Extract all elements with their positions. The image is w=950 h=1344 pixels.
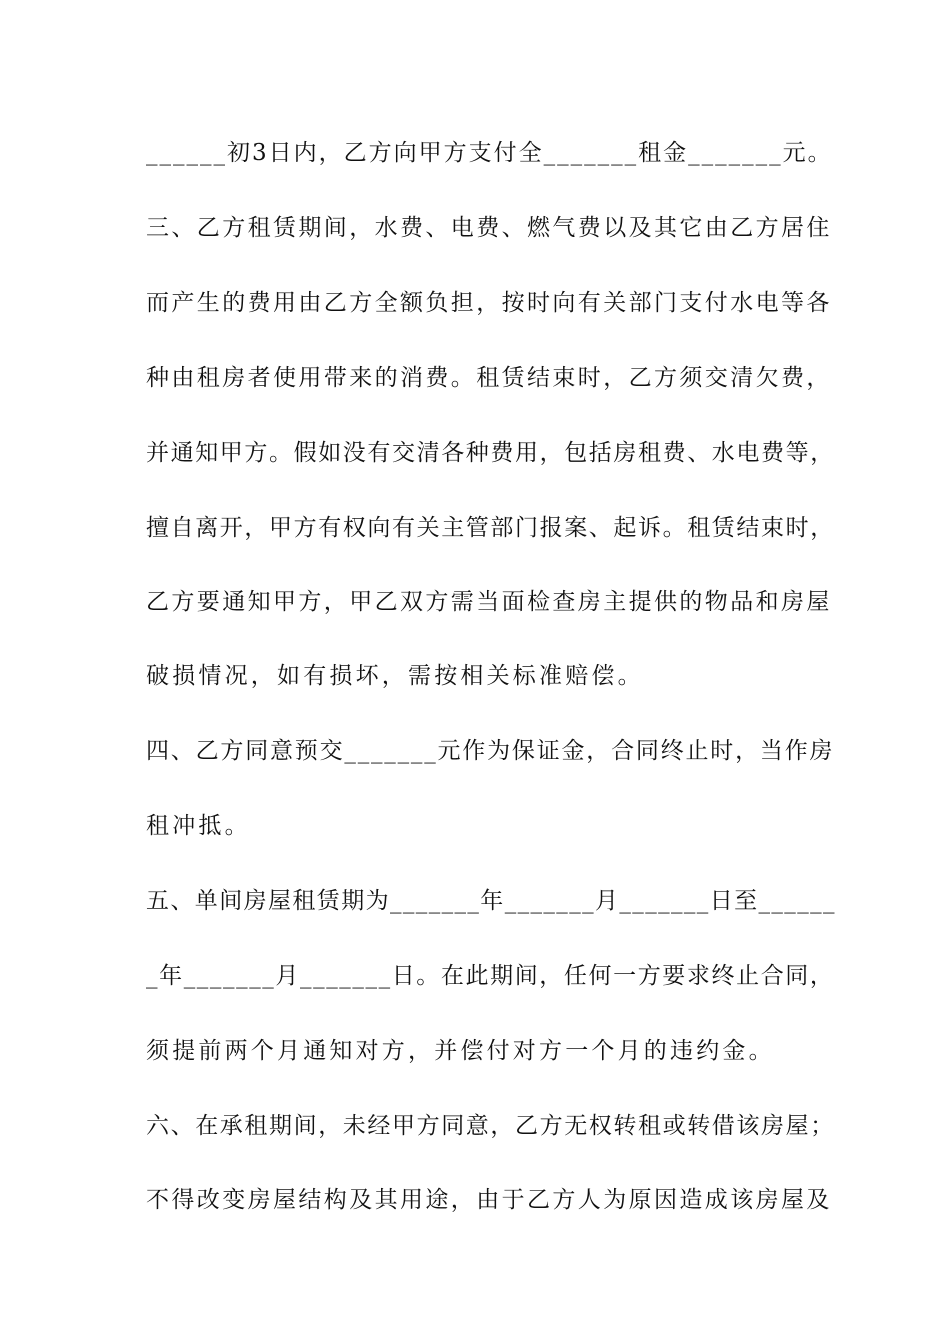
text-line-3: 而产生的费用由乙方全额负担，按时向有关部门支付水电等各 [146, 290, 832, 316]
text-line-5: 并通知甲方。假如没有交清各种费用，包括房租费、水电费等， [146, 440, 835, 466]
text-line-7: 乙方要通知甲方，甲乙双方需当面检查房主提供的物品和房屋 [146, 589, 832, 615]
text-line-14: 六、在承租期间，未经甲方同意，乙方无权转租或转借该房屋； [146, 1113, 835, 1139]
text-line-8: 破损情况，如有损坏，需按相关标准赔偿。 [146, 663, 644, 689]
text-line-12: _年_______月_______日。在此期间，任何一方要求终止合同， [146, 963, 835, 989]
text-line-15: 不得改变房屋结构及其用途，由于乙方人为原因造成该房屋及 [146, 1187, 832, 1213]
text-line-6: 擅自离开，甲方有权向有关主管部门报案、起诉。租赁结束时， [146, 515, 835, 541]
text-line-2: 三、乙方租赁期间，水费、电费、燃气费以及其它由乙方居住 [146, 215, 832, 241]
text-line-9: 四、乙方同意预交_______元作为保证金，合同终止时，当作房 [146, 738, 835, 764]
text-line-13: 须提前两个月通知对方，并偿付对方一个月的违约金。 [146, 1038, 775, 1064]
text-line-11: 五、单间房屋租赁期为_______年_______月_______日至______ [146, 888, 836, 914]
text-line-4: 种由租房者使用带来的消费。租赁结束时，乙方须交清欠费， [146, 365, 832, 391]
text-line-10: 租冲抵。 [146, 813, 251, 839]
text-line-1: ______初3日内，乙方向甲方支付全_______租金_______元。 [146, 140, 833, 166]
